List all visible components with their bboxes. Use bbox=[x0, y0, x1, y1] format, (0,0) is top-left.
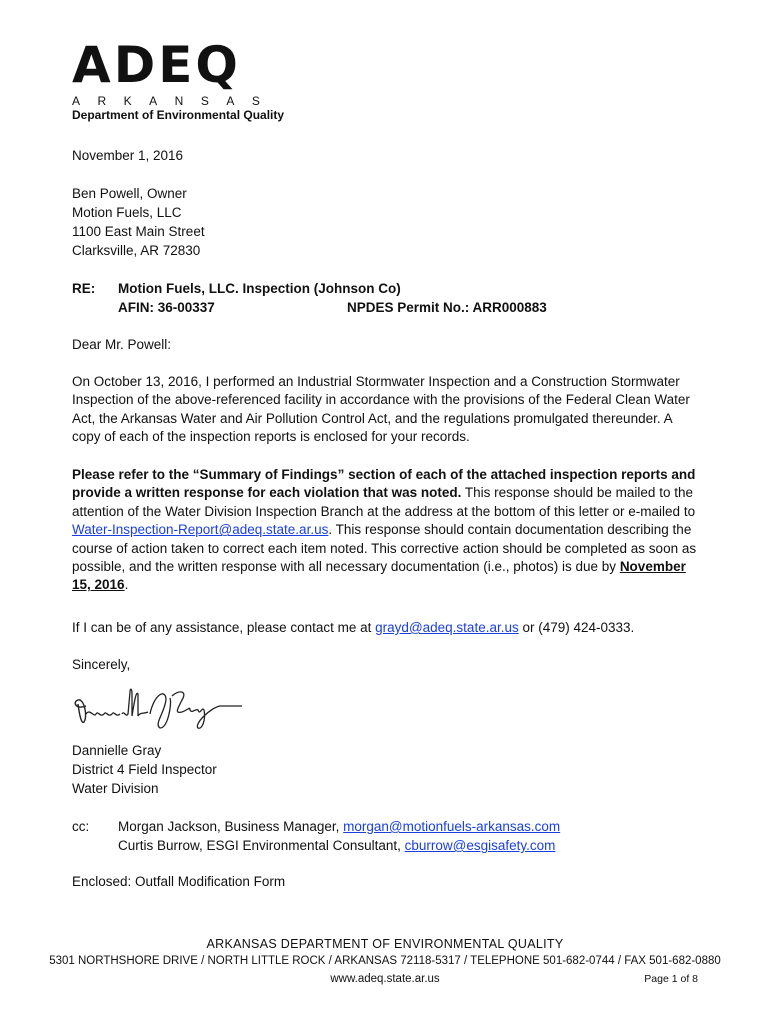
paragraph-response bbox=[72, 466, 702, 595]
recipient-city: Clarksville, AR 72830 bbox=[72, 243, 201, 258]
cc-recipient-2 bbox=[118, 836, 560, 855]
cc-label: cc: bbox=[72, 819, 90, 834]
findings-instruction: Please refer to the “Summary of Findings” section of each of the attached inspection reports and provide a written response for each violation that was noted. bbox=[72, 467, 696, 501]
re-npdes-permit: NPDES Permit No.: ARR000883 bbox=[347, 300, 547, 315]
response-text-3: . bbox=[124, 577, 129, 593]
re-afin: AFIN: 36-00337 bbox=[118, 300, 215, 315]
due-date: November 15, 2016 bbox=[72, 559, 686, 593]
cc-recipient-1-email-link[interactable]: morgan@motionfuels-arkansas.com bbox=[343, 819, 561, 834]
contact-text-2: or (479) 424-0333. bbox=[518, 620, 635, 635]
adeq-logo bbox=[72, 36, 302, 122]
cc-list bbox=[118, 817, 560, 855]
contact-text-1: If I can be of any assistance, please contact me at bbox=[72, 620, 376, 635]
recipient-name: Ben Powell, Owner bbox=[72, 186, 187, 201]
handwritten-signature bbox=[70, 684, 250, 739]
re-label: RE: bbox=[72, 281, 96, 296]
signature-image bbox=[70, 684, 250, 734]
salutation: Dear Mr. Powell: bbox=[72, 337, 172, 352]
recipient-company: Motion Fuels, LLC bbox=[72, 205, 182, 220]
cc-recipient-1 bbox=[118, 817, 560, 836]
letter-date: November 1, 2016 bbox=[72, 148, 184, 163]
inspection-report-email-link[interactable]: Water-Inspection-Report@adeq.state.ar.us bbox=[72, 522, 329, 538]
inspector-email-link[interactable]: grayd@adeq.state.ar.us bbox=[375, 620, 519, 635]
response-text-1: This response should be mailed to the attention of the Water Division Inspection Branch at the address at the bottom of this letter or e-mailed to bbox=[72, 485, 696, 519]
closing: Sincerely, bbox=[72, 657, 131, 672]
cc-recipient-2-text: Curtis Burrow, ESGI Environmental Consultant, bbox=[118, 838, 405, 853]
response-text-2: . This response should contain documentation describing the course of action taken to correct each item noted. This corrective action should be completed as soon as possible, and the written response with all necessary documentation (i.e., photos) is due by bbox=[72, 522, 697, 575]
enclosure-note: Enclosed: Outfall Modification Form bbox=[72, 874, 286, 889]
signer-division: Water Division bbox=[72, 781, 159, 796]
logo-department: Department of Environmental Quality bbox=[72, 108, 285, 122]
re-subject: Motion Fuels, LLC. Inspection (Johnson Co) bbox=[118, 281, 401, 296]
cc-recipient-1-text: Morgan Jackson, Business Manager, bbox=[118, 819, 344, 834]
cc-recipient-2-email-link[interactable]: cburrow@esgisafety.com bbox=[404, 838, 556, 853]
footer-website: www.adeq.state.ar.us bbox=[330, 973, 440, 985]
recipient-street: 1100 East Main Street bbox=[72, 224, 205, 239]
footer-address: 5301 NORTHSHORE DRIVE / NORTH LITTLE ROCK / ARKANSAS 72118-5317 / TELEPHONE 501-682-0744 / FAX 501-682-0880 bbox=[49, 955, 721, 967]
page-number: Page 1 of 8 bbox=[644, 973, 698, 985]
paragraph-inspection: On October 13, 2016, I performed an Industrial Stormwater Inspection and a Construction Stormwater Inspection of the above-referenced facility in accordance with the provisions of the Federal Clean Water Act, the Arkansas Water and Air Pollution Control Act, and the regulations promulgated thereunder. A copy of each of the inspection reports is enclosed for your records. bbox=[72, 374, 690, 445]
signer-title: District 4 Field Inspector bbox=[72, 762, 217, 777]
signer-name: Dannielle Gray bbox=[72, 743, 162, 758]
logo-wordmark: ADEQ bbox=[72, 36, 241, 94]
paragraph-contact bbox=[72, 618, 634, 637]
logo-state: ARKANSAS bbox=[72, 94, 278, 108]
footer-department: ARKANSAS DEPARTMENT OF ENVIRONMENTAL QUALITY bbox=[206, 937, 564, 951]
